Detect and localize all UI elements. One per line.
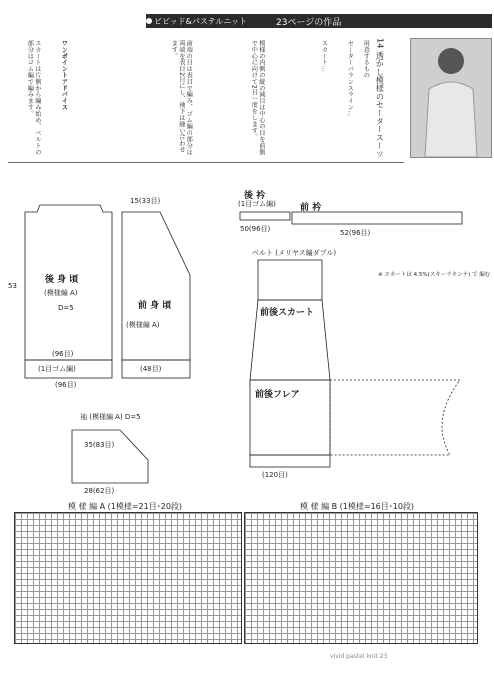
front-body-title: 前 身 頃: [138, 301, 172, 311]
header-category: ビビッド&パステルニット: [154, 17, 248, 26]
advice-heading: ワンポイントアドバイス: [60, 40, 68, 111]
pattern-b-grid: [244, 512, 478, 644]
sleeve-bottom: 28(62目): [84, 487, 115, 495]
back-body-needle: D=5: [58, 304, 74, 312]
skirt-note: ※ スカートは 4.5%(スキーラキンテ) で 編む: [378, 272, 491, 278]
header-page-ref: 23ページの作品: [276, 18, 342, 28]
text-block-3: スカートは片側から編み始め、ベルトの部分はゴム編で編みます。: [26, 40, 41, 156]
sleeve-title: 袖 (模様編 A) D=5: [80, 413, 141, 421]
material-line-1: セーターバランスライン…: [346, 40, 354, 117]
text-block-1: 模様の内側の縦の減目は中心の目を前側で中心に向けて2目一度をします。: [250, 40, 265, 156]
front-collar-title: 前 衿: [300, 203, 322, 213]
back-rib-label: (1目ゴム編): [38, 365, 76, 373]
flare-bottom: (120目): [262, 471, 288, 479]
pattern-b-title: 模 様 編 B (1模様=16目･10段): [300, 502, 415, 511]
back-bottom: (96目): [55, 381, 77, 389]
sleeve-width: 35(83目): [84, 441, 115, 449]
material-line-2: スカート…: [320, 40, 328, 72]
pattern-a-grid: [14, 512, 242, 644]
back-body-sub: (模様編 A): [44, 289, 78, 297]
collar-measure: 50(96目): [240, 225, 271, 233]
back-body-title: 後 身 頃: [45, 275, 79, 285]
collar-sub: (1目ゴム編): [238, 200, 276, 208]
front-collar-width: 52(96目): [340, 229, 371, 237]
front-body-sub: (模様編 A): [126, 321, 160, 329]
materials-heading: 用意するもの: [362, 40, 370, 79]
collar-title: 後 衿: [244, 191, 266, 201]
skirt-title: 前後スカート: [260, 308, 315, 318]
text-block-2: 前端の目は表目で編み、ゴム編の部分は両端を表目2目にし、袖下は縫い合わせます。: [170, 40, 193, 156]
flare-title: 前後フレア: [255, 390, 300, 400]
back-body-width: (96目): [52, 350, 74, 358]
footer-mark: vivid pastel knit 23: [330, 653, 388, 660]
intro-title: 14 透かし模様のセータースーツ: [375, 38, 385, 158]
skirt-belt-label: ベルト (メリヤス編ダブル): [252, 249, 337, 257]
back-length: 53: [8, 282, 17, 290]
front-rib-width: (48目): [140, 365, 162, 373]
front-body-top: 15(33目): [130, 197, 161, 205]
pattern-a-title: 模 様 編 A (1模様=21目･20段): [68, 502, 183, 511]
